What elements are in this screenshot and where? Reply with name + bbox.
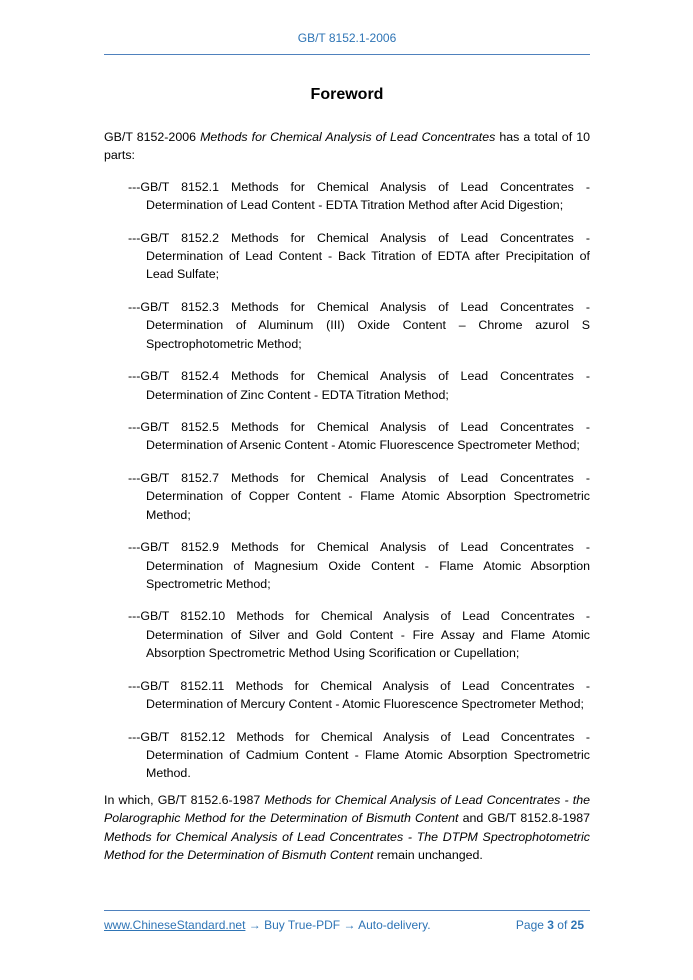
of-label: of	[553, 918, 571, 932]
closing-paragraph	[104, 791, 590, 864]
list-item: ---GB/T 8152.4 Methods for Chemical Analysis of Lead Concentrates - Determination of Zinc Content - EDTA Titration Method;	[128, 369, 590, 402]
closing-text-3: remain unchanged.	[373, 847, 483, 862]
closing-italic-title-1: Methods for Chemical Analysis of Lead Concentrates - the Polarographic Method for the Determination of Bismuth Content	[104, 793, 590, 826]
list-item: ---GB/T 8152.2 Methods for Chemical Analysis of Lead Concentrates - Determination of Lead Content - Back Titration of EDTA after Precipitation of Lead Sulfate;	[128, 230, 590, 282]
header-doc-id: GB/T 8152.1-2006	[297, 31, 397, 45]
list-item: ---GB/T 8152.9 Methods for Chemical Analysis of Lead Concentrates - Determination of Magnesium Oxide Content - Flame Atomic Absorption Spectrometric Method;	[128, 540, 590, 591]
footer-divider	[104, 910, 590, 911]
list-item: ---GB/T 8152.1 Methods for Chemical Analysis of Lead Concentrates - Determination of Lead Content - EDTA Titration Method after Acid Digestion;	[128, 180, 590, 213]
list-item: ---GB/T 8152.12 Methods for Chemical Analysis of Lead Concentrates - Determination of Cadmium Content - Flame Atomic Absorption Spectrometric Method.	[128, 729, 590, 781]
intro-suffix: has a total of 10 parts:	[104, 130, 590, 163]
page-total: 25	[570, 918, 584, 932]
website-link[interactable]: www.ChineseStandard.net	[104, 918, 246, 932]
closing-text-2: and GB/T 8152.8-1987	[458, 811, 590, 826]
page-label: Page	[515, 918, 548, 932]
header-divider	[104, 54, 590, 55]
closing-italic-title-2: Methods for Chemical Analysis of Lead Concentrates - The DTPM Spectrophotometric Method for the Determination of Bismuth Content	[104, 829, 590, 862]
list-item: ---GB/T 8152.11 Methods for Chemical Analysis of Lead Concentrates - Determination of Mercury Content - Atomic Fluorescence Spectrometer Method;	[128, 678, 590, 711]
page-title: Foreword	[310, 86, 384, 103]
intro-prefix: GB/T 8152-2006	[104, 130, 201, 144]
running-header	[104, 31, 590, 45]
list-item: ---GB/T 8152.3 Methods for Chemical Analysis of Lead Concentrates - Determination of Aluminum (III) Oxide Content – Chrome azurol S Spectrophotometric Method;	[128, 300, 590, 351]
list-item: ---GB/T 8152.10 Methods for Chemical Analysis of Lead Concentrates - Determination of Silver and Gold Content - Fire Assay and Flame Atomic Absorption Spectrometric Method Using Scorification or Cupellation;	[128, 609, 590, 661]
intro-series-title: Methods for Chemical Analysis of Lead Concentrates	[200, 130, 496, 144]
list-item: ---GB/T 8152.7 Methods for Chemical Analysis of Lead Concentrates - Determination of Copper Content - Flame Atomic Absorption Spectrometric Method;	[128, 471, 590, 522]
intro-paragraph	[104, 128, 590, 165]
page-indicator	[516, 918, 584, 932]
closing-text-1: In which, GB/T 8152.6-1987	[104, 793, 265, 807]
footer-buy-text: → Buy True-PDF → Auto-delivery.	[245, 918, 431, 932]
footer-promo	[104, 918, 431, 932]
list-item: ---GB/T 8152.5 Methods for Chemical Analysis of Lead Concentrates - Determination of Arsenic Content - Atomic Fluorescence Spectrometer Method;	[128, 420, 590, 453]
page-number: 3	[547, 918, 554, 932]
parts-list	[128, 178, 590, 797]
